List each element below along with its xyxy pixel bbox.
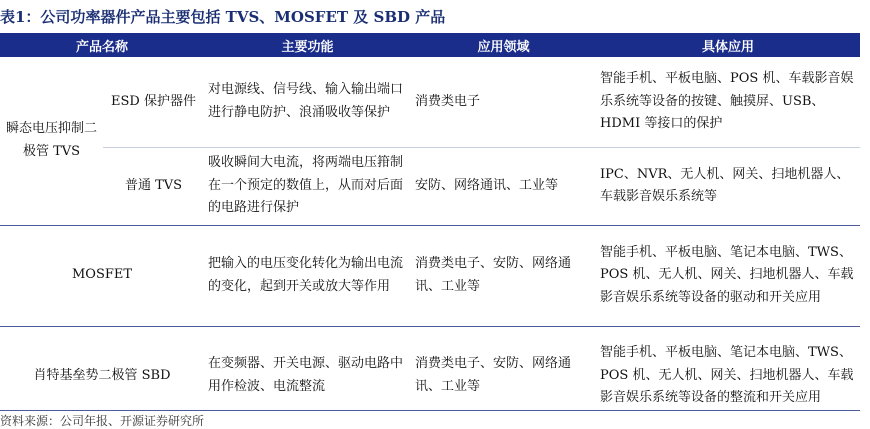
header-application: 具体应用 [596,33,860,57]
table-row-esd [0,57,860,147]
cell-sbd-field: 消费类电子、安防、网络通讯、工业等 [415,356,572,394]
cell-esd-field: 消费类电子 [415,93,481,109]
cell-esd-application: 智能手机、平板电脑、POS 机、车载影音娱乐系统等设备的按键、触摸屏、USB、HDMI 等接口的保护 [600,71,854,131]
table-row-tvs [0,147,860,225]
cell-tvs-name: 普通 TVS [103,147,204,225]
table-header-row [0,33,860,57]
cell-tvs-field: 安防、网络通讯、工业等 [411,147,596,225]
product-table [0,33,860,425]
header-field: 应用领域 [411,33,596,57]
cell-tvs-function: 吸收瞬间大电流，将两端电压箝制在一个预定的数值上，从而对后面的电路进行保护 [204,147,411,225]
cell-sbd-application: 智能手机、平板电脑、笔记本电脑、TWS、POS 机、无人机、网关、扫地机器人、车载影音娱乐系统等设备的整流和开关应用 [600,345,854,405]
cell-mosfet-function: 把输入的电压变化转化为输出电流的变化，起到开关或放大等作用 [204,225,411,326]
cell-mosfet-field: 消费类电子、安防、网络通讯、工业等 [411,225,596,326]
cell-sbd-function: 在变频器、开关电源、驱动电路中用作检波、电流整流 [208,356,404,394]
header-function: 主要功能 [204,33,411,57]
table-row-mosfet [0,225,860,326]
table-title: 表1：公司功率器件产品主要包括 TVS、MOSFET 及 SBD 产品 [0,8,446,26]
source-note: 资料来源：公司年报、开源证券研究所 [0,414,205,428]
cell-mosfet-name: MOSFET [0,225,204,326]
cell-esd-function: 对电源线、信号线、输入输出端口进行静电防护、浪涌吸收等保护 [208,82,404,120]
cell-tvs-group: 瞬态电压抑制二极管 TVS [0,57,103,225]
table-bottom-rule [0,410,860,411]
cell-sbd-name: 肖特基垒势二极管 SBD [33,367,171,383]
cell-tvs-application: IPC、NVR、无人机、网关、扫地机器人、车载影音娱乐系统等 [596,147,860,225]
header-product: 产品名称 [0,33,204,57]
cell-mosfet-application: 智能手机、平板电脑、笔记本电脑、TWS、POS 机、无人机、网关、扫地机器人、车载影音娱乐系统等设备的驱动和开关应用 [596,225,860,326]
cell-esd-name: ESD 保护器件 [111,93,196,109]
